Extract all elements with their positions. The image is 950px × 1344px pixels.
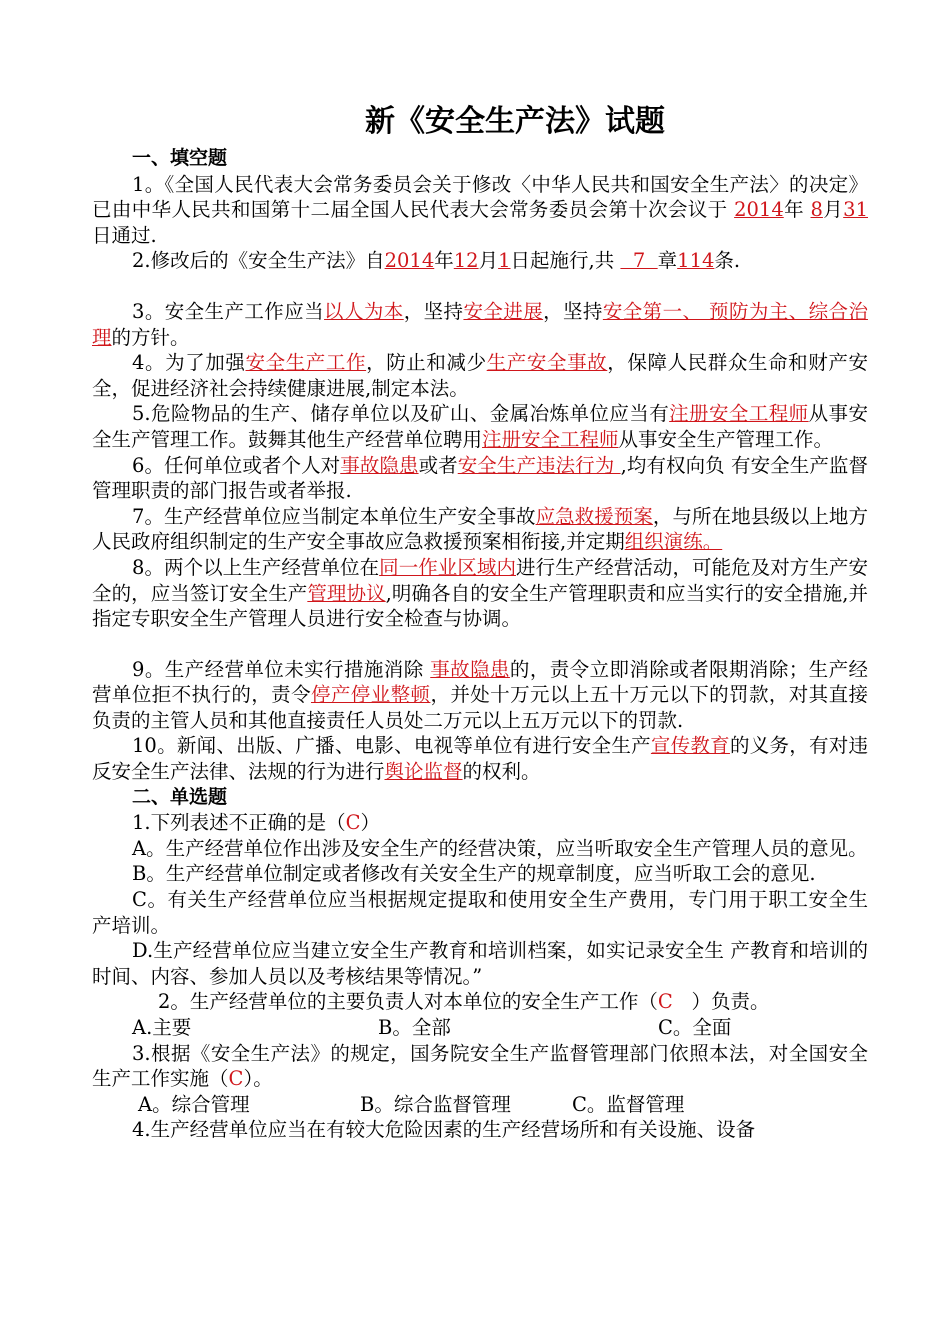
fill-question-5: 5.危险物品的生产、储存单位以及矿山、金属冶炼单位应当有注册安全工程师从事安全生产管理工作。鼓舞其他生产经营单位聘用注册安全工程师从事安全生产管理工作。: [92, 402, 868, 451]
page-title: 新《安全生产法》试题: [365, 104, 665, 139]
option-a: A。综合管理: [138, 1092, 250, 1116]
section-heading-fill: 一、填空题: [132, 147, 228, 169]
option-c: C。有关生产经营单位应当根据规定提取和使用安全生产费用，专门用于职工安全生产培训。: [92, 888, 868, 937]
fill-question-8: 8。两个以上生产经营单位在同一作业区域内进行生产经营活动，可能危及对方生产安全的，应当签订安全生产管理协议,明确各自的安全生产管理职责和应当实行的安全措施,并指定专职安全生产管理人员进行安全检查与协调。: [92, 555, 868, 631]
option-b: B。全部: [378, 1016, 451, 1039]
options-row-3: [92, 1092, 868, 1118]
document-page: [92, 100, 868, 1143]
fill-question-4: 4。为了加强安全生产工作，防止和减少生产安全事故，保障人民群众生命和财产安全，促进经济社会持续健康进展,制定本法。: [92, 351, 868, 400]
option-a: A。生产经营单位作出涉及安全生产的经营决策，应当听取安全生产管理人员的意见。: [132, 836, 868, 860]
option-c: C。全面: [658, 1016, 732, 1039]
fill-question-6: 6。任何单位或者个人对事故隐患或者安全生产违法行为 ,均有权向负 有安全生产监督管理职责的部门报告或者举报.: [92, 453, 868, 503]
option-b: B。综合监督管理: [360, 1092, 511, 1116]
option-a: A.主要: [132, 1016, 192, 1039]
fill-question-3: 3。安全生产工作应当以人为本，坚持安全进展，坚持安全第一、 预防为主、综合治理的方针。: [92, 299, 868, 349]
fill-question-10: 10。新闻、出版、广播、电影、电视等单位有进行安全生产宣传教育的义务，有对违反安全生产法律、法规的行为进行舆论监督的权利。: [92, 734, 868, 784]
fill-question-7: 7。生产经营单位应当制定本单位生产安全事故应急救援预案，与所在地县级以上地方人民政府组织制定的生产安全事故应急救援预案相衔接,并定期组织演练。: [92, 504, 868, 554]
options-row-2: [92, 1015, 868, 1041]
option-c: C。监督管理: [572, 1092, 685, 1116]
section-heading-single-choice: 二、单选题: [132, 785, 228, 808]
fill-question-9: 9。生产经营单位未实行措施消除 事故隐患的，责令立即消除或者限期消除；生产经营单位拒不执行的，责令停产停业整顿，并处十万元以上五十万元以下的罚款，对其直接负责的主管人员和其他直接责任人员处二万元以上五万元以下的罚款.: [92, 657, 868, 732]
fill-question-2: 2.修改后的《安全生产法》自2014年12月1日起施行,共 7 章114条.: [132, 249, 741, 273]
fill-question-1: 1。《全国人民代表大会常务委员会关于修改〈中华人民共和国安全生产法〉的决定》已由中华人民共和国第十二届全国人民代表大会常务委员会第十次会议于 2014年 8月31日通过.: [92, 172, 868, 247]
single-question-3: 3.根据《安全生产法》的规定，国务院安全生产监督管理部门依照本法，对全国安全生产工作实施（C）。: [92, 1041, 868, 1091]
option-d: D.生产经营单位应当建立安全生产教育和培训档案，如实记录安全生 产教育和培训的时间、内容、参加人员以及考核结果等情况。”: [92, 939, 868, 988]
single-question-4: 4.生产经营单位应当在有较大危险因素的生产经营场所和有关设施、设备: [132, 1118, 756, 1142]
single-question-1: 1.下列表述不正确的是（C）: [132, 811, 381, 835]
option-b: B。生产经营单位制定或者修改有关安全生产的规章制度，应当听取工会的意见.: [132, 862, 816, 886]
single-question-2: 2。生产经营单位的主要负责人对本单位的安全生产工作（C ）负责。: [158, 990, 770, 1014]
